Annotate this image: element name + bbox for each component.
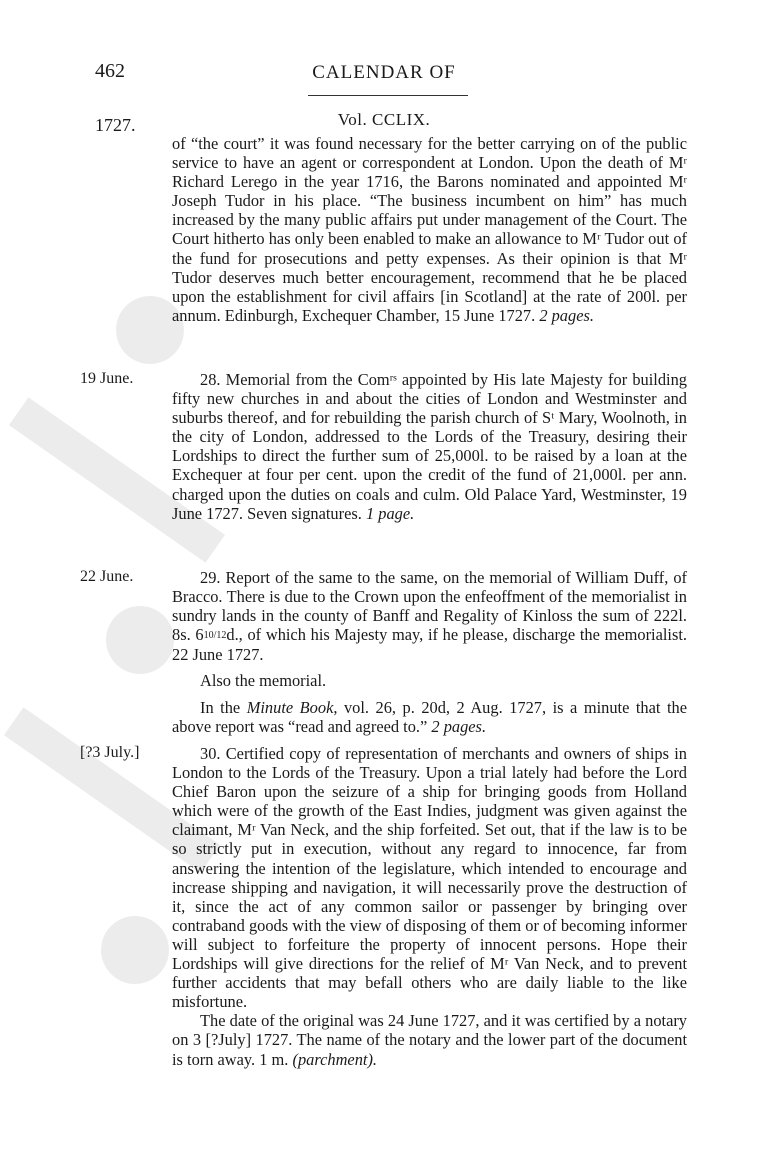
- sidebar-year: 1727.: [95, 115, 136, 135]
- entry-28-pages: 1 page.: [365, 503, 415, 523]
- entry-27-pages: 2 pages.: [539, 305, 594, 325]
- entry-30: [172, 744, 687, 1069]
- entry-27-continued: [172, 134, 687, 325]
- entry-29-fraction: 10/12: [203, 630, 227, 642]
- entry-29-text: 29. Report of the same to the same, on the memorial of William Duff, of Bracco. There is due to the Crown upon the enfeoffment of the memorialist in sundry lands in the county of Banff and Regality of Kinloss the sum of 222l. 8s. 6: [172, 568, 687, 645]
- entry-30-text: 30. Certified copy of representation of merchants and owners of ships in London to the Lords of the Treasury. Upon a trial lately had before the Lord Chief Baron upon the seizure of a ship for bringing goods from Holland which were of the growth of the East Indies, judgment was given against the claimant, Mʳ Van Neck, and the ship forfeited. Set out, that if the law is to be so strictly put in execution, without any regard to innocence, far from answering the intention of the legislature, which intended to encourage and increase shipping and navigation, it will necessarily prove the destruction of it, since the act of any common sailor or passenger by bringing over contraband goods with the view of disposing of them or of becoming informer will subject to forfeiture the property of innocent persons. Hope their Lordships will give directions for the relief of Mʳ Van Neck, and to prevent further accidents that may befall others who are daily liable to the like misfortune.: [172, 744, 687, 1012]
- entry-29-date: 22 June.: [80, 568, 134, 585]
- page-number: 462: [95, 60, 125, 82]
- entry-28-date: 19 June.: [80, 370, 134, 387]
- header-rule: [308, 95, 468, 96]
- entry-29-text-after: d., of which his Majesty may, if he please, discharge the memorialist. 22 June 1727.: [172, 625, 687, 665]
- volume-heading: Vol. CCLIX.: [337, 110, 431, 129]
- minute-book-title: Minute Book: [246, 697, 334, 717]
- entry-29: [172, 568, 687, 736]
- watermark-seal-2: [106, 606, 174, 674]
- entry-27-text: of “the court” it was found necessary for the better carrying on of the public service to have an agent or correspondent at London. Upon the death of Mʳ Richard Lerego in the year 1716, the Barons nominated and appointed Mʳ Joseph Tudor in his place. “The business incumbent on him” has much increased by the many public affairs put under management of the Court. The Court hitherto has only been enabled to make an allowance to Mʳ Tudor out of the fund for prosecutions and petty expenses. As their opinion is that Mʳ Tudor deserves much better encouragement, recommend that he be placed upon the establishment for civil affairs [in Scotland] at the rate of 200l. per annum. Edinburgh, Exchequer Chamber, 15 June 1727.: [172, 134, 687, 325]
- entry-29-pages: 2 pages.: [431, 716, 487, 736]
- entry-30-date: [?3 July.]: [80, 744, 140, 761]
- entry-28-text: 28. Memorial from the Comʳˢ appointed by His late Majesty for building fifty new churches in and about the cities of London and Westminster and suburbs thereof, and for rebuilding the parish church of Sᵗ Mary, Woolnoth, in the city of London, addressed to the Lords of the Treasury, desiring their Lordships to direct the further sum of 25,000l. to be raised by a loan at the Exchequer at four per cent. upon the credit of the fund of 21,000l. per ann. charged upon the duties on coals and culm. Old Palace Yard, Westminster, 19 June 1727. Seven signatures.: [172, 370, 687, 523]
- entry-30-note: The date of the original was 24 June 1727, and it was certified by a notary on 3 [?July] 1727. The name of the notary and the lower part of the document is torn away. 1 m. (parchment).: [172, 1011, 687, 1069]
- entry-29-minute: In the Minute Book, vol. 26, p. 20d, 2 Aug. 1727, is a minute that the above report was “read and agreed to.” 2 pages.: [172, 697, 687, 736]
- running-title: CALENDAR OF: [312, 62, 456, 83]
- entry-30-parchment: (parchment).: [292, 1049, 378, 1069]
- entry-29-also: Also the memorial.: [200, 671, 327, 691]
- entry-28: [172, 370, 687, 523]
- watermark-seal-3: [101, 916, 169, 984]
